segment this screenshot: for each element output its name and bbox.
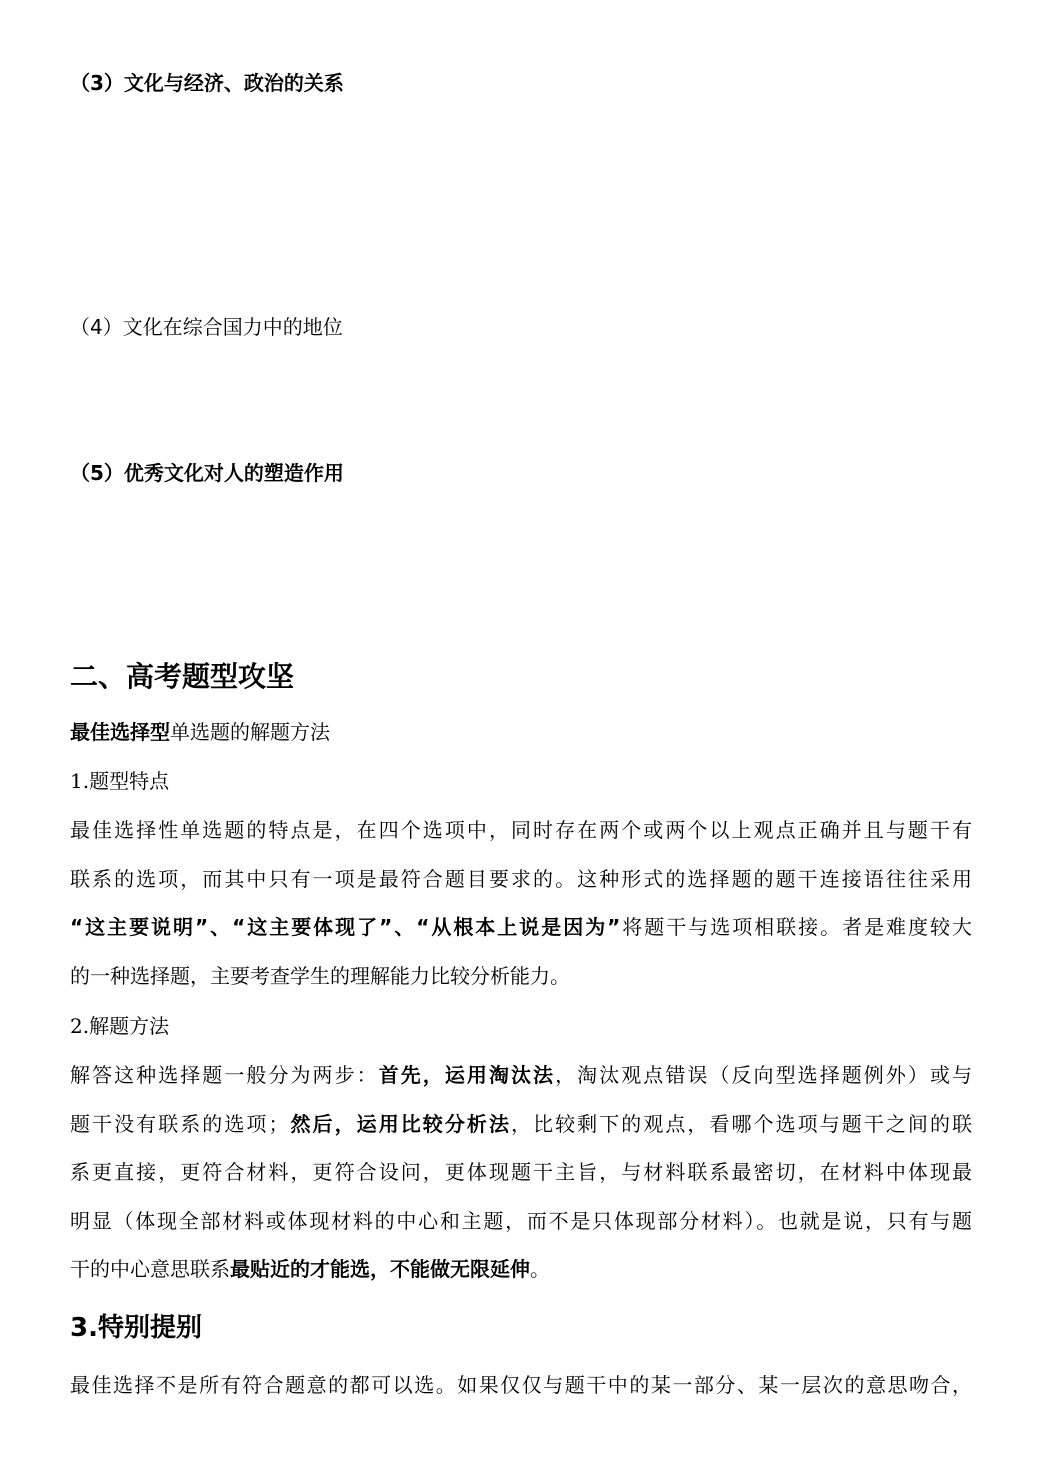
p2-line-1	[70, 1051, 972, 1100]
section-3-heading: （3）文化与经济、政治的关系	[70, 71, 344, 95]
p2-line-1-c: ，淘汰观点错误（反向型选择题例外）或与	[555, 1063, 973, 1087]
section-5-heading: （5）优秀文化对人的塑造作用	[70, 461, 344, 485]
p3-line-1: 最佳选择不是所有符合题意的都可以选。如果仅仅与题干中的某一部分、某一层次的意思吻合，	[70, 1373, 972, 1397]
heading-special-note: 3.特别提别	[70, 1313, 202, 1343]
subtitle-bold: 最佳选择型	[70, 720, 170, 744]
p1-line-4: 的一种选择题，主要考查学生的理解能力比较分析能力。	[70, 963, 570, 988]
p2-line-2	[70, 1100, 972, 1149]
subtitle	[70, 720, 330, 744]
paragraph-question-features	[70, 806, 972, 1000]
p2-line-5-a: 干的中心意思联系	[70, 1257, 230, 1282]
p1-line-1: 最佳选择性单选题的特点是，在四个选项中，同时存在两个或两个以上观点正确并且与题干有	[70, 818, 972, 842]
p2-line-1-a: 解答这种选择题一般分为两步：	[70, 1063, 379, 1087]
p2-line-2-c: ，比较剩下的观点，看哪个选项与题干之间的联	[511, 1111, 973, 1136]
heading-exam-question-types: 二、高考题型攻坚	[70, 660, 295, 693]
p2-closest-bold: 最贴近的才能选，不能做无限延伸	[230, 1257, 530, 1282]
p2-line-2-a: 题干没有联系的选项；	[70, 1111, 289, 1136]
subtitle-rest: 单选题的解题方法	[170, 720, 330, 744]
p1-line-2: 联系的选项，而其中只有一项是最符合题目要求的。这种形式的选择题的题干连接语往往采用	[70, 866, 972, 891]
p2-line-5	[70, 1245, 972, 1294]
p1-line-3	[70, 903, 972, 952]
p1-connective-phrases: “这主要说明”、“这主要体现了”、“从根本上说是因为”	[70, 915, 621, 940]
p2-step-2-bold: 然后，运用比较分析法	[288, 1111, 512, 1136]
item-1-title: 1.题型特点	[70, 769, 170, 793]
item-2-title: 2.解题方法	[70, 1014, 170, 1038]
p1-line-3-rest: 将题干与选项相联接。者是难度较大	[620, 915, 972, 940]
p2-step-1-bold: 首先，运用淘汰法	[378, 1063, 556, 1087]
p2-line-3: 系更直接，更符合材料，更符合设问，更体现题干主旨，与材料联系最密切，在材料中体现最	[70, 1160, 972, 1185]
paragraph-special-note	[70, 1361, 972, 1410]
p2-line-5-c: 。	[530, 1257, 550, 1282]
p2-line-4: 明显（体现全部材料或体现材料的中心和主题，而不是只体现部分材料）。也就是说，只有与题	[70, 1208, 972, 1233]
paragraph-solving-method	[70, 1051, 972, 1294]
section-4-heading: （4）文化在综合国力中的地位	[70, 315, 343, 339]
